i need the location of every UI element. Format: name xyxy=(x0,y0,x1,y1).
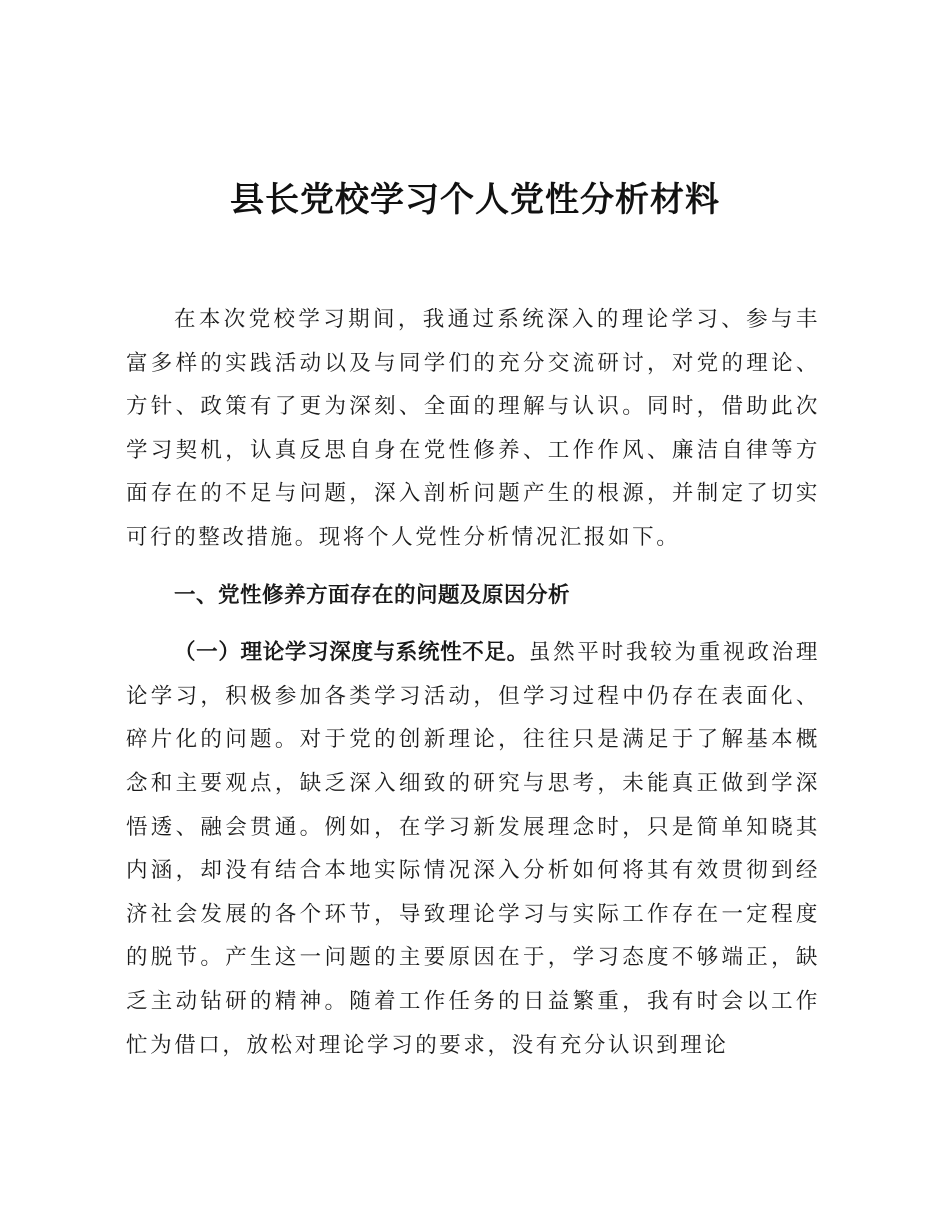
document-body xyxy=(126,298,820,1067)
subsection-lead: （一）理论学习深度与系统性不足。 xyxy=(174,640,529,666)
intro-paragraph: 在本次党校学习期间，我通过系统深入的理论学习、参与丰富多样的实践活动以及与同学们的充分交流研讨，对党的理论、方针、政策有了更为深刻、全面的理解与认识。同时，借助此次学习契机，认真反思自身在党性修养、工作作风、廉洁自律等方面存在的不足与问题，深入剖析问题产生的根源，并制定了切实可行的整改措施。现将个人党性分析情况汇报如下。 xyxy=(126,307,820,550)
subsection-body: 虽然平时我较为重视政治理论学习，积极参加各类学习活动，但学习过程中仍存在表面化、碎片化的问题。对于党的创新理论，往往只是满足于了解基本概念和主要观点，缺乏深入细致的研究与思考，未能真正做到学深悟透、融会贯通。例如，在学习新发展理念时，只是简单知晓其内涵，却没有结合本地实际情况深入分析如何将其有效贯彻到经济社会发展的各个环节，导致理论学习与实际工作存在一定程度的脱节。产生这一问题的主要原因在于，学习态度不够端正，缺乏主动钻研的精神。随着工作任务的日益繁重，我有时会以工作忙为借口，放松对理论学习的要求，没有充分认识到理论 xyxy=(126,640,820,1058)
subsection-paragraph xyxy=(126,631,820,1067)
section-heading: 一、党性修养方面存在的问题及原因分析 xyxy=(174,582,571,608)
document-title: 县长党校学习个人党性分析材料 xyxy=(230,180,720,220)
